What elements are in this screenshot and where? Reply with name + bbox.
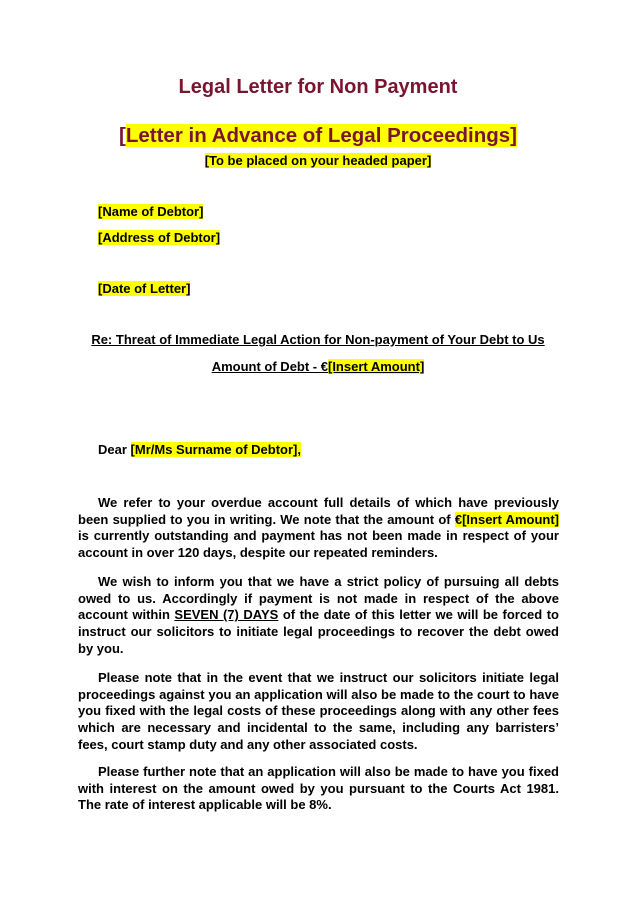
paragraph-interest: Please further note that an application will also be made to have you fixed with interest on the amount owed by you pursuant to the Courts Act 1981. The rate of interest applicable will be 8%. xyxy=(78,764,559,813)
subtitle-highlighted-text: Letter in Advance of Legal Proceedings] xyxy=(125,124,517,147)
paragraph-legal-costs: Please note that in the event that we instruct our solicitors initiate legal proceedings against you an application will also be made to the court to have you fixed with the legal costs of these proceedings along with any other fees which are necessary and incidental to the same, including any barristers’ fees, court stamp duty and any other associated costs. xyxy=(78,670,559,752)
surname-placeholder: [Mr/Ms Surname of Debtor], xyxy=(130,442,301,457)
subtitle-bracket: [ xyxy=(119,124,126,147)
insert-amount-placeholder: €[Insert Amount] xyxy=(454,511,559,527)
re-subject-line: Re: Threat of Immediate Legal Action for Non-payment of Your Debt to Us xyxy=(91,332,545,347)
document-subtitle xyxy=(0,124,636,148)
debtor-name-placeholder: [Name of Debtor] xyxy=(98,204,204,219)
paragraph-overdue-account: We refer to your overdue account full details of which have previously been supplied to you in writing. We note that the amount of €[Insert Amount] is currently outstanding and payment has not been made in respect of your account in over 120 days, despite our repeated reminders. xyxy=(78,495,559,561)
headed-paper-note: [To be placed on your headed paper] xyxy=(204,153,432,168)
amount-of-debt-line: Amount of Debt - €[Insert Amount] xyxy=(211,359,425,374)
salutation: Dear [Mr/Ms Surname of Debtor], xyxy=(98,442,301,457)
document-title: Legal Letter for Non Payment xyxy=(178,76,458,98)
amount-placeholder: [Insert Amount] xyxy=(327,359,425,374)
letter-date-placeholder: [Date of Letter] xyxy=(98,281,191,296)
paragraph-policy: We wish to inform you that we have a strict policy of pursuing all debts owed to us. Accordingly if payment is not made in respect of the above account within SEVEN (7) DAYS of the date of this letter we will be forced to instruct our solicitors to initiate legal proceedings to recover the debt owed by you. xyxy=(78,574,559,656)
debtor-address-placeholder: [Address of Debtor] xyxy=(98,230,221,245)
deadline-emphasis: SEVEN (7) DAYS xyxy=(174,607,279,623)
